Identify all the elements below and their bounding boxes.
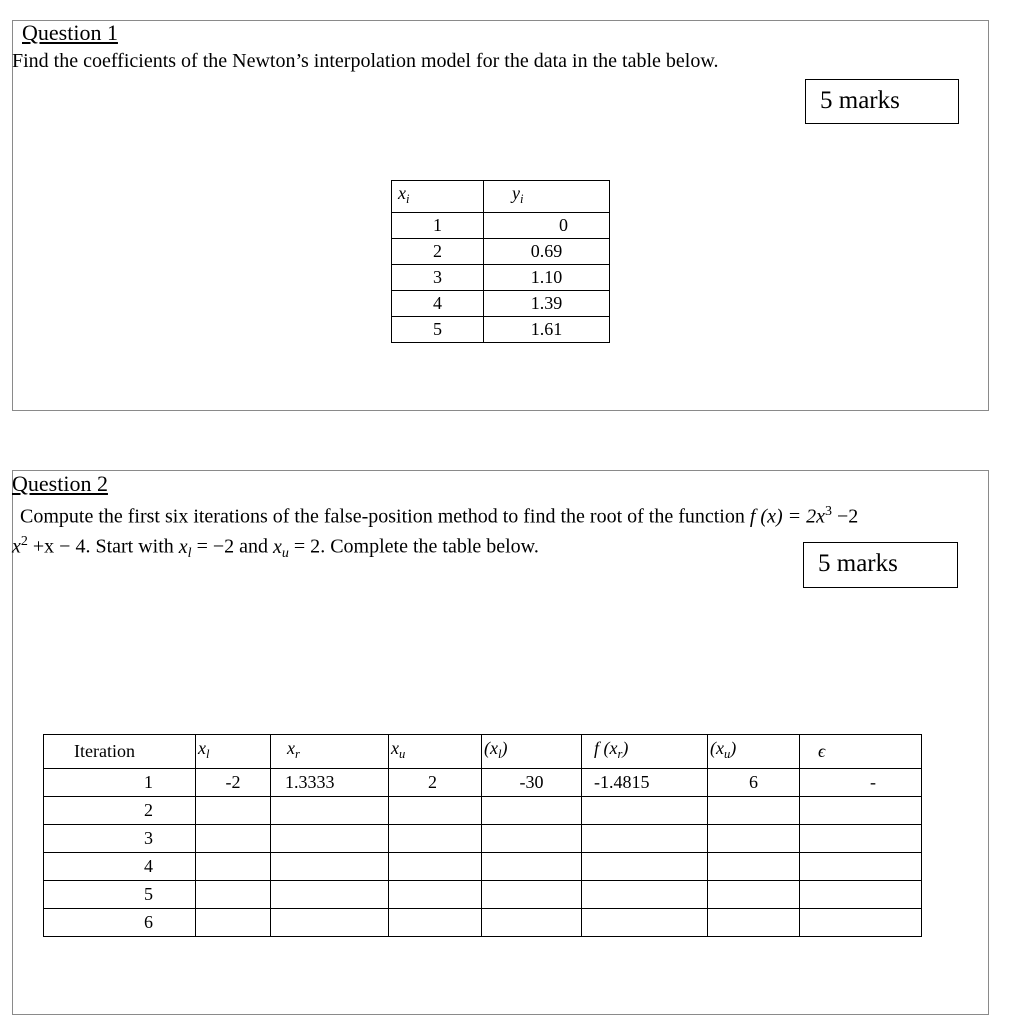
false-position-table <box>43 734 922 937</box>
table-row <box>44 824 922 852</box>
interpolation-data-table <box>391 180 610 343</box>
iteration-cell: 6 <box>44 908 196 936</box>
question-2-instruction: . Complete the table below. <box>320 535 539 558</box>
yi-cell: 1.39 <box>484 290 610 316</box>
f-xr-cell[interactable] <box>582 908 708 936</box>
question-1-text: Find the coefficients of the Newton’s interpolation model for the data in the table below. <box>12 50 719 72</box>
iteration-cell: 2 <box>44 796 196 824</box>
header-xu: $x_u$ <box>389 735 482 769</box>
epsilon-cell[interactable] <box>800 880 922 908</box>
f-xl-cell: -30 <box>482 768 582 796</box>
f-xl-cell[interactable] <box>482 908 582 936</box>
epsilon-cell[interactable] <box>800 796 922 824</box>
xl-cell[interactable] <box>196 796 271 824</box>
f-xr-cell[interactable] <box>582 824 708 852</box>
function-term: x <box>12 535 21 558</box>
table-row <box>392 212 610 238</box>
table-row <box>44 852 922 880</box>
yi-cell: 1.10 <box>484 264 610 290</box>
xr-cell[interactable] <box>271 908 389 936</box>
function-term-exponent: 2 <box>20 534 28 549</box>
xl-cell[interactable] <box>196 852 271 880</box>
xu-cell[interactable] <box>389 824 482 852</box>
table-header-row <box>392 181 610 213</box>
header-xi: $x_i$ <box>392 181 484 213</box>
question-1-title: Question 1 <box>22 20 118 45</box>
xu-cell: 2 <box>389 768 482 796</box>
xl-symbol: $x_l$ <box>178 535 192 561</box>
xl-value: = −2 <box>196 535 235 558</box>
header-f-xr: f $(x_r)$ <box>582 735 708 769</box>
header-f-xl: $(x_l)$ <box>482 735 582 769</box>
question-2-line-1 <box>20 500 858 529</box>
yi-cell: 0.69 <box>484 238 610 264</box>
f-xr-cell[interactable] <box>582 796 708 824</box>
f-xu-cell: 6 <box>708 768 800 796</box>
xr-cell[interactable] <box>271 852 389 880</box>
f-xu-cell[interactable] <box>708 852 800 880</box>
question-2-text: Compute the first six iterations of the false-position method to find the root of the function <box>20 505 750 528</box>
header-iteration: Iteration <box>44 735 196 769</box>
header-xl: $x_l$ <box>196 735 271 769</box>
epsilon-cell[interactable] <box>800 824 922 852</box>
header-f-xu: $(x_u)$ <box>708 735 800 769</box>
xl-cell: -2 <box>196 768 271 796</box>
epsilon-cell: - <box>800 768 922 796</box>
epsilon-cell[interactable] <box>800 852 922 880</box>
iteration-cell: 3 <box>44 824 196 852</box>
f-xu-cell[interactable] <box>708 908 800 936</box>
xr-cell[interactable] <box>271 824 389 852</box>
function-remainder: +x − 4. Start with <box>27 535 179 558</box>
question-2-line-2 <box>12 530 539 566</box>
f-xu-cell[interactable] <box>708 880 800 908</box>
table-row <box>392 264 610 290</box>
and-text: and <box>234 535 274 558</box>
table-row <box>392 316 610 342</box>
xi-cell: 4 <box>392 290 484 316</box>
function-expression-tail: −2 <box>832 505 859 528</box>
xu-cell[interactable] <box>389 796 482 824</box>
table-row <box>44 908 922 936</box>
header-epsilon: ϵ <box>800 735 922 769</box>
xu-cell[interactable] <box>389 908 482 936</box>
xi-cell: 2 <box>392 238 484 264</box>
function-exponent: 3 <box>825 504 833 519</box>
header-yi: $y_i$ <box>484 181 610 213</box>
xu-cell[interactable] <box>389 880 482 908</box>
table-row <box>44 880 922 908</box>
f-xl-cell[interactable] <box>482 880 582 908</box>
epsilon-cell[interactable] <box>800 908 922 936</box>
table-row <box>392 238 610 264</box>
f-xl-cell[interactable] <box>482 796 582 824</box>
xl-cell[interactable] <box>196 908 271 936</box>
f-xr-cell: -1.4815 <box>582 768 708 796</box>
xr-cell[interactable] <box>271 880 389 908</box>
table-row <box>44 796 922 824</box>
xi-cell: 5 <box>392 316 484 342</box>
iteration-cell: 4 <box>44 852 196 880</box>
xu-cell[interactable] <box>389 852 482 880</box>
f-xr-cell[interactable] <box>582 880 708 908</box>
xr-cell: 1.3333 <box>271 768 389 796</box>
xu-symbol: $x_u$ <box>273 535 289 561</box>
yi-cell: 0 <box>484 212 610 238</box>
xl-cell[interactable] <box>196 880 271 908</box>
iteration-cell: 5 <box>44 880 196 908</box>
table-row <box>44 768 922 796</box>
iteration-cell: 1 <box>44 768 196 796</box>
table-header-row <box>44 735 922 769</box>
f-xl-cell[interactable] <box>482 824 582 852</box>
xi-cell: 3 <box>392 264 484 290</box>
f-xu-cell[interactable] <box>708 824 800 852</box>
header-xr: $x_r$ <box>271 735 389 769</box>
yi-cell: 1.61 <box>484 316 610 342</box>
f-xr-cell[interactable] <box>582 852 708 880</box>
table-row <box>392 290 610 316</box>
xi-cell: 1 <box>392 212 484 238</box>
xl-cell[interactable] <box>196 824 271 852</box>
question-2-marks: 5 marks <box>803 542 958 588</box>
function-expression: f (x) = 2x <box>749 505 826 528</box>
question-1-marks: 5 marks <box>805 79 959 124</box>
xr-cell[interactable] <box>271 796 389 824</box>
f-xu-cell[interactable] <box>708 796 800 824</box>
f-xl-cell[interactable] <box>482 852 582 880</box>
question-2-title: Question 2 <box>12 471 108 496</box>
xu-value: = 2 <box>293 535 321 558</box>
